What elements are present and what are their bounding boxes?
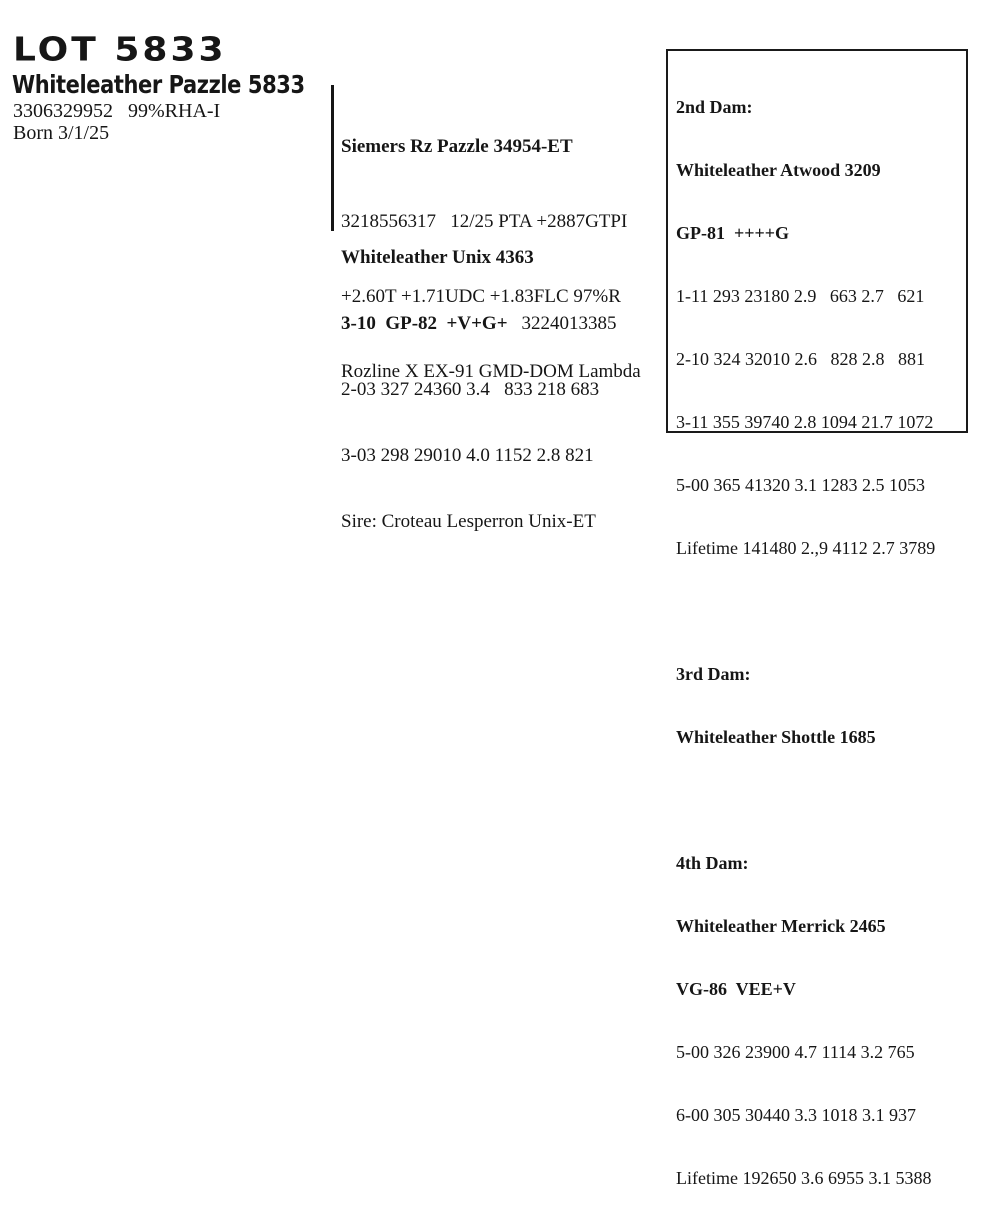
dam-record: 3-03 298 29010 4.0 1152 2.8 821 [341, 445, 594, 466]
dam-sire-line: Sire: Croteau Lesperron Unix-ET [341, 511, 596, 532]
third-dam-name: Whiteleather Shottle 1685 [676, 727, 876, 747]
sire-detail-line: 3218556317 12/25 PTA +2887GTPI [341, 211, 628, 232]
fourth-dam-record: 6-00 305 30440 3.3 1018 3.1 937 [676, 1105, 916, 1125]
second-dam-record: 5-00 365 41320 3.1 1283 2.5 1053 [676, 475, 925, 495]
birth-date: Born 3/1/25 [13, 122, 110, 144]
registration-line: 3306329952 99%RHA-I [13, 100, 221, 122]
fourth-dam-score: VG-86 VEE+V [676, 979, 796, 999]
fourth-dam-record: 5-00 326 23900 4.7 1114 3.2 765 [676, 1042, 915, 1062]
second-dam-record: Lifetime 141480 2.,9 4112 2.7 3789 [676, 538, 936, 558]
dam-name: Whiteleather Unix 4363 [341, 247, 534, 268]
dam-record: 2-03 327 24360 3.4 833 218 683 [341, 379, 600, 400]
dam-block [341, 203, 617, 577]
sire-detail-line: Rozline X EX-91 GMD-DOM Lambda [341, 361, 641, 382]
animal-name: Whiteleather Pazzle 5833 [12, 70, 305, 99]
pedigree-bracket-line [331, 85, 334, 231]
third-dam-label: 3rd Dam: [676, 664, 751, 684]
sire-detail-line: +2.60T +1.71UDC +1.83FLC 97%R [341, 286, 621, 307]
second-dam-label: 2nd Dam: [676, 97, 753, 117]
spacer [676, 601, 961, 622]
spacer [676, 790, 961, 811]
fourth-dam-name: Whiteleather Merrick 2465 [676, 916, 886, 936]
second-dam-name: Whiteleather Atwood 3209 [676, 160, 881, 180]
second-dam-record: 3-11 355 39740 2.8 1094 21.7 1072 [676, 412, 934, 432]
second-dam-record: 2-10 324 32010 2.6 828 2.8 881 [676, 349, 925, 369]
second-dam-score: GP-81 ++++G [676, 223, 790, 243]
dam-score-line [341, 313, 617, 335]
dam-registration: 3224013385 [521, 313, 617, 334]
lot-number: LOT 5833 [13, 31, 227, 69]
maternal-dams-box [666, 49, 968, 1188]
fourth-dam-record: Lifetime 192650 3.6 6955 3.1 5388 [676, 1168, 932, 1188]
dam-score: 3-10 GP-82 +V+G+ [341, 313, 508, 334]
second-dam-record: 1-11 293 23180 2.9 663 2.7 621 [676, 286, 925, 306]
sire-name: Siemers Rz Pazzle 34954-ET [341, 136, 573, 157]
fourth-dam-label: 4th Dam: [676, 853, 749, 873]
